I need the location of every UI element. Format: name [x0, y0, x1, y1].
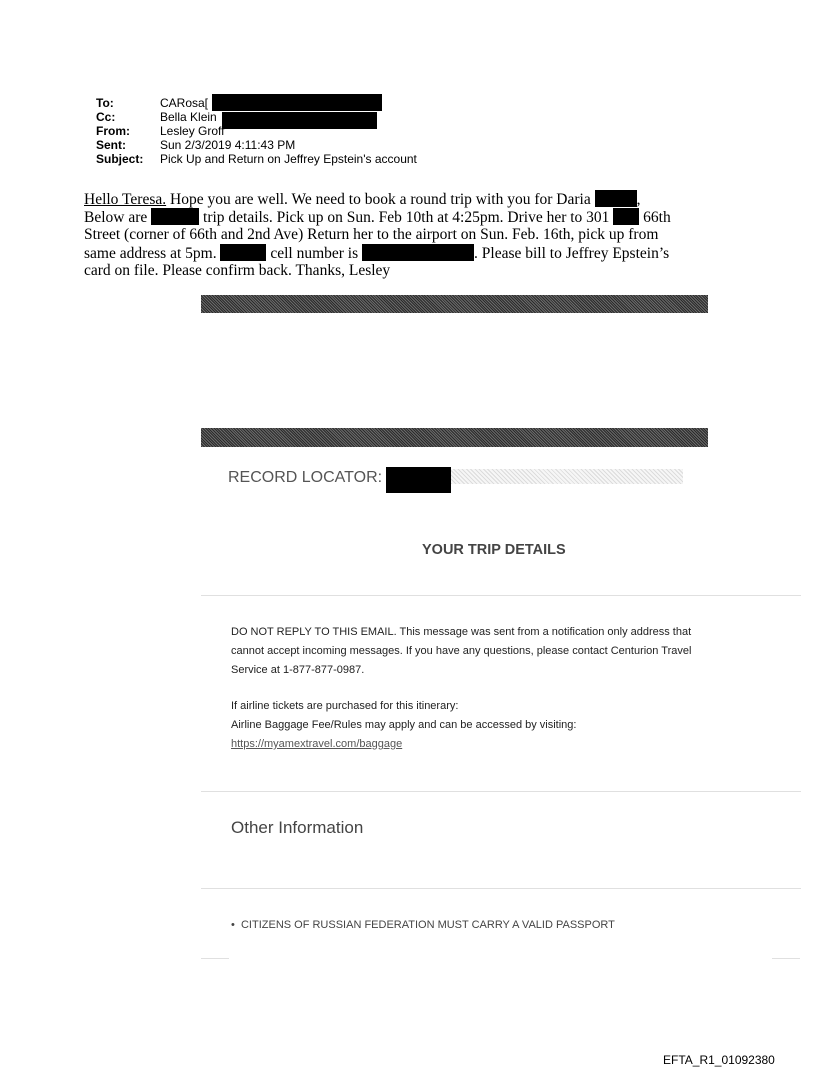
subject-value: Pick Up and Return on Jeffrey Epstein's account [160, 152, 417, 166]
record-locator-redaction [386, 467, 451, 493]
notice-line: cannot accept incoming messages. If you have any questions, please contact Centurion Travel [231, 645, 692, 657]
record-locator-label: RECORD LOCATOR: [228, 469, 383, 486]
passport-note-text: CITIZENS OF RUSSIAN FEDERATION MUST CARRY A VALID PASSPORT [240, 919, 615, 931]
to-value: CARosa[ [160, 96, 209, 110]
redaction-box [220, 244, 266, 261]
sent-value: Sun 2/3/2019 4:11:43 PM [160, 138, 296, 152]
redaction-box [222, 112, 377, 129]
divider [201, 958, 229, 959]
redaction-box [595, 190, 637, 207]
redaction-box [362, 244, 474, 261]
notice-line: DO NOT REPLY TO THIS EMAIL. This message was sent from a notification only address that [231, 626, 692, 638]
redaction-box [212, 94, 382, 111]
message-line: card on file. Please confirm back. Thanks, Lesley [84, 262, 391, 279]
trip-details-title: YOUR TRIP DETAILS [422, 542, 566, 558]
airline-line: Airline Baggage Fee/Rules may apply and can be accessed by visiting: [231, 719, 577, 731]
redaction-box [151, 208, 199, 225]
from-label: From: [96, 124, 130, 138]
from-value: Lesley Groff [160, 124, 225, 138]
to-label: To: [96, 96, 114, 110]
sent-label: Sent: [96, 138, 126, 152]
record-locator-field [451, 469, 683, 484]
bullet-icon: • [231, 919, 235, 931]
passport-note [231, 919, 615, 931]
divider [201, 595, 801, 596]
message-line: same address at 5pm. cell number is . Please bill to Jeffrey Epstein’s [84, 245, 670, 262]
subject-label: Subject: [96, 152, 144, 166]
message-line: Hello Teresa. Hope you are well. We need to book a round trip with you for Daria , [84, 191, 641, 208]
divider [772, 958, 800, 959]
message-line: Below are trip details. Pick up on Sun. Feb 10th at 4:25pm. Drive her to 301 66th [84, 209, 671, 226]
notice-line: Service at 1-877-877-0987. [231, 664, 365, 676]
airline-line: If airline tickets are purchased for this itinerary: [231, 700, 459, 712]
baggage-link[interactable]: https://myamextravel.com/baggage [231, 738, 403, 750]
greeting: Hello Teresa. [84, 191, 167, 208]
message-line: Street (corner of 66th and 2nd Ave) Return her to the airport on Sun. Feb. 16th, pick up from [84, 226, 659, 243]
divider [201, 888, 801, 889]
document-id: EFTA_R1_01092380 [663, 1053, 775, 1067]
cc-value: Bella Klein [160, 110, 217, 124]
divider [201, 791, 801, 792]
header-banner-bar [201, 295, 708, 313]
redaction-box [613, 208, 639, 225]
cc-label: Cc: [96, 110, 116, 124]
other-information-title: Other Information [231, 818, 364, 837]
header-banner-bar [201, 428, 708, 447]
